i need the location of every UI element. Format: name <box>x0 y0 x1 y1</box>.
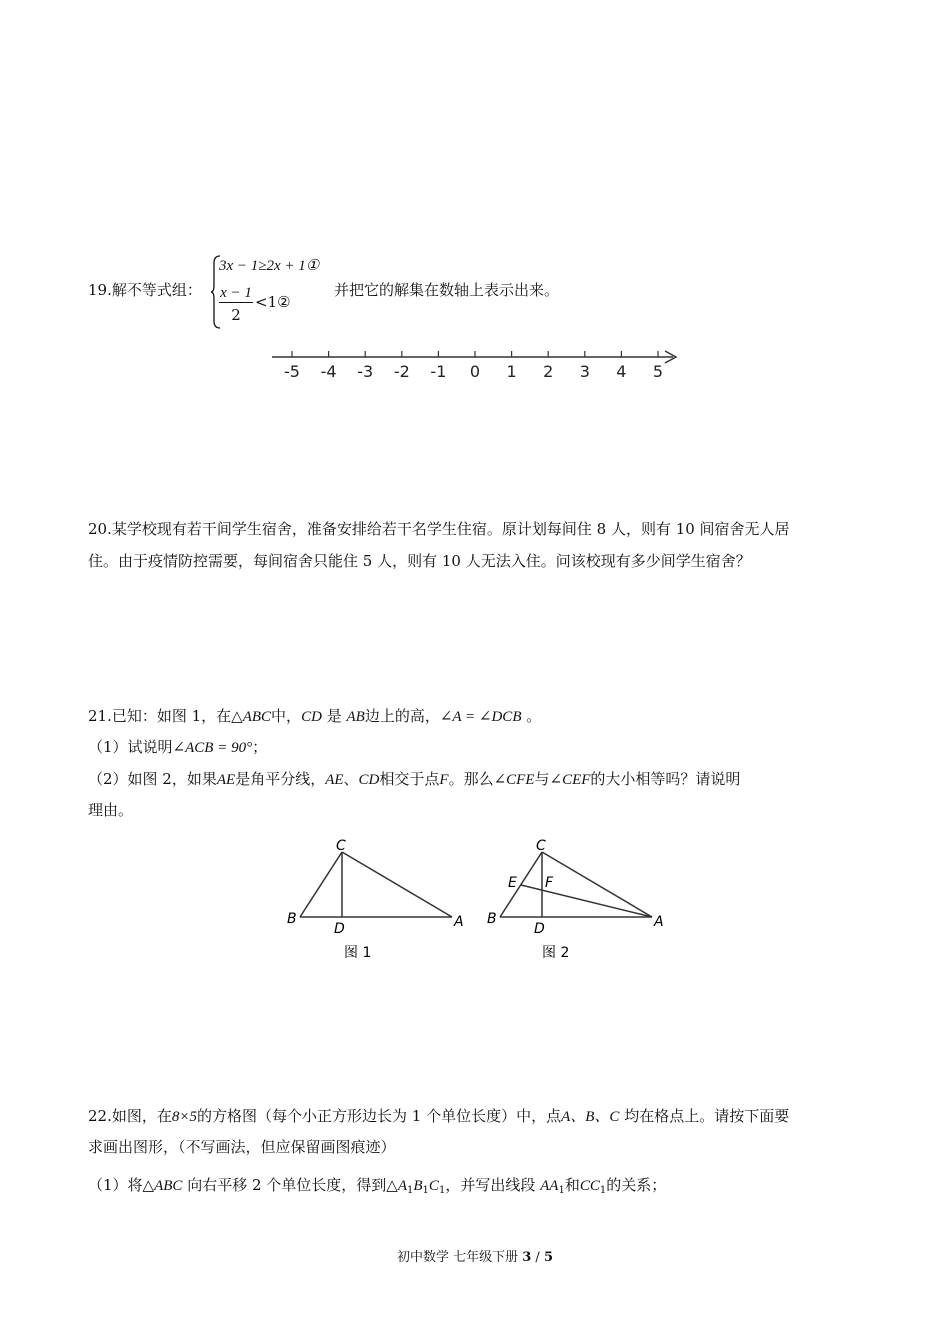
label-f: F <box>545 875 554 891</box>
q19-ineq2-rest: <1② <box>255 293 291 311</box>
q21-line-3: （2）如图 2，如果AE是角平分线，AE、CD相交于点F。那么∠CFE与∠CEF的大小相等吗？请说明 <box>88 770 741 788</box>
label-a: A <box>654 914 664 930</box>
figure-1 <box>280 832 470 962</box>
q19-label: 19.解不等式组： <box>88 281 202 299</box>
tick-label: 5 <box>652 362 664 381</box>
label-c: C <box>336 838 346 854</box>
q22-line-1: 22.如图，在8×5的方格图（每个小正方形边长为 1 个单位长度）中，点A、B、C 均在格点上。请按下面要 <box>88 1107 790 1125</box>
tick-label: -2 <box>393 362 410 381</box>
q21-line-4: 理由。 <box>88 801 134 819</box>
q21-line-1: 21.已知：如图 1，在△ABC中，CD 是 AB边上的高，∠A = ∠DCB 。 <box>88 707 542 725</box>
q19-inequality-1: 3x − 1≥2x + 1① <box>219 258 320 274</box>
page-footer: 初中数学 七年级下册 3 / 5 <box>396 1250 553 1265</box>
figure-2 <box>480 832 670 962</box>
q22-line-3: （1）将△ABC 向右平移 2 个单位长度，得到$\triangle A_1B_1C_1$，并写出线段 $AA_1$和$CC_1$的关系； <box>88 1176 667 1196</box>
figure-1-caption: 图 1 <box>344 945 372 961</box>
label-b: B <box>487 911 497 927</box>
label-a: A <box>454 914 464 930</box>
number-line <box>268 345 683 385</box>
tick-label: -1 <box>430 362 447 381</box>
q19-ineq2-denominator: 2 <box>231 306 241 324</box>
tick-label: 1 <box>506 362 517 381</box>
tick-label: 0 <box>469 362 481 381</box>
label-c: C <box>536 838 546 854</box>
label-d: D <box>534 921 545 937</box>
label-b: B <box>287 911 297 927</box>
figure-2-caption: 图 2 <box>542 945 570 961</box>
label-e: E <box>508 875 517 891</box>
q20-line-1: 20.某学校现有若干间学生宿舍，准备安排给若干名学生住宿。原计划每间住 8 人，则有 10 间宿舍无人居 <box>88 520 790 538</box>
tick-label: 4 <box>616 362 627 381</box>
q19-tail: 并把它的解集在数轴上表示出来。 <box>334 281 560 299</box>
tick-label: -5 <box>284 362 300 381</box>
q20-line-2: 住。由于疫情防控需要，每间宿舍只能住 5 人，则有 10 人无法入住。问该校现有多少间学生宿舍？ <box>88 552 751 570</box>
tick-label: -3 <box>357 362 374 381</box>
tick-label: -4 <box>320 362 337 381</box>
q19-ineq2-numerator: x − 1 <box>220 285 252 301</box>
tick-label: 2 <box>543 362 554 381</box>
q21-line-2: （1）试说明∠ACB = 90°； <box>88 738 268 756</box>
q22-line-2: 求画出图形，（不写画法，但应保留画图痕迹） <box>88 1138 396 1156</box>
label-d: D <box>334 921 345 937</box>
tick-label: 3 <box>579 362 590 381</box>
